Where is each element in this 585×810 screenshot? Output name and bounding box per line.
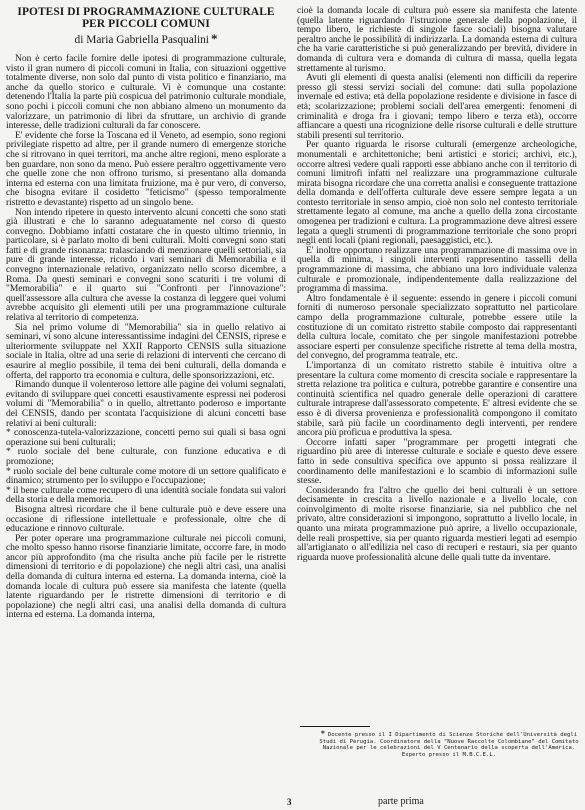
paragraph: Rimando dunque il volenteroso lettore alle pagine dei volumi segnalati, evitando di sviluppare quei concetti esaustivamente espressi nei poderosi volumi di "Memorabilia" o in quello, altrettanto poderoso e importante del CENSIS, dando per scontata l'acquisizione di alcuni concetti base relativi ai beni culturali: [6,379,286,429]
continued-label: parte prima [378,796,424,807]
footnote-marker: * [210,31,218,46]
paragraph: Non è certo facile fornire delle ipotesi di programmazione culturale, visto il gran numero di piccoli comuni in Italia, con situazioni oggettive totalmente diverse, non solo dal punto di vista politico e finanziario, ma anche da quello storico e culturale. Vi è comunque una costante: detenendo l'Italia la parte più cospicua del patrimonio culturale mondiale, sono pochi i piccoli comuni che non abbiano almeno un monumento da valorizzare, un patrimonio di libri da sfruttare, un archivio di grande interesse, delle tradizioni culturali da far conoscere. [6,53,286,132]
paragraph: E' inoltre opportuno realizzare una programmazione di massima ove in quella di minima, i singoli interventi rappresentino tasselli della programmazione di massima, che abbiano una loro individuale valenza culturale e promozionale, indipendentemente dalla realizzazione del programma di massima. [297,244,577,295]
paragraph: Non intendo ripetere in questo intervento alcuni concetti che sono stati già illustrati e che lo saranno adeguatamente nel corso di questo convegno. Dobbiamo infatti costatare che in questo ultimo triennio, in particolare, si è parlato molto di beni culturali. Molti convegni sono stati fatti e di grande risonanza: tralasciando di menzionare quelli settoriali, sia pure di grande interesse, ricordo i vari seminari di Memorabilia e il convegno internazionale relativo, organizzato nello scorso dicembre, a Roma. Da questi seminari e convegni sono scaturiti i tre volumi di "Memorabilia" e il quarto sui "Confronti per l'innovazione": quell'assessore alla cultura che avesse la costanza di leggere quei volumi avrebbe acquisito gli elementi utili per una programmazione culturale relativa al territorio di competenza. [6,206,286,324]
footnote-divider [300,726,370,727]
bullet-item: * ruolo sociale del bene culturale, con funzione educativa e di promozione; [6,446,286,467]
footnote-mark: * [320,729,325,738]
right-column [297,6,577,736]
paragraph: cioè la domanda locale di cultura può essere sia manifesta che latente (quella latente riguardando l'istruzione generale della popolazione, il tempo libero, le richieste di singole fasce sociali) bisogna valutare peraltro anche le possibilità di indirizzarla. La domanda esterna di cultura che ha varie caratteristiche si può generalizzando per brevità, dividere in domanda di cultura vera e domanda di cultura di massa, quella legata strettamente al turismo. [297,6,577,74]
paragraph: Sia nel primo volume di "Memorabilia" sia in quello relativo ai seminari, vi sono alcune interessantissime indagini del CENSIS, riprese e ulteriormente sviluppate nel XXII Rapporto CENSIS sulla situazione sociale in Italia, oltre ad una serie di relazioni di interventi che cercano di esaurire al meglio possibile, il tema dei beni culturali, della domanda e offerta, del rapporto tra economia e cultura, delle sponsorizzazioni, etc. [6,321,286,381]
author-name: di Maria Gabriella Pasqualini [74,34,209,46]
title-line-1: IPOTESI DI PROGRAMMAZIONE CULTURALE [17,6,275,18]
paragraph: L'importanza di un comitato ristretto stabile è intuitiva oltre a presentare la cultura come momento di crescita sociale e rappresentare la stretta relazione tra politica e cultura, potrebbe garantire e consentire una continuità scientifica nel quadro generale delle operazioni di carattere culturale intraprese dall'assessorato competente. E' altresì evidente che se esso è di diversa provenienza e professionalità compongono il comitato stabile, sarà più facile un coordinamento degli interventi, per rendere ancora più proficua e produttiva la spesa. [297,359,577,439]
article-title [6,6,286,30]
paragraph: Occorre infatti saper "programmare per progetti integrati che riguardino più aree di interesse culturale e sociale e questo deve essere fatto in sede consultiva specifica ove appunto si possa realizzare il coordinamento delle manifestazioni e lo scambio di informazioni sulle stesse. [297,436,577,487]
paragraph: Bisogna altresì ricordare che il bene culturale può e deve essere una occasione di riflessione intellettuale e professionale, oltre che di educazione e rinnovo culturale. [6,503,286,535]
paragraph: Per quanto riguarda le risorse culturali (emergenze archeologiche, monumentali e architettoniche; beni artistici e storici; archivi, etc.), occorre altresì vedere quali rapporti esse abbiano anche con il territorio di comuni limitrofi infatti nel realizzare una programmazione culturale mirata bisogna ricordare che una corretta analisi e conseguente trattazione della domanda e dell'offerta culturale deve essere sempre legata a un contesto territoriale in senso ampio, cioè non solo nel contesto territoriale strettamente legato al comune, ma anche a quello della zona circostante omogenea per tradizioni e cultura. La programmazione deve altresì essere legata a quegli strumenti di programmazione territoriale che sono propri negli enti locali (piani regionali, paesaggistici, etc.). [297,139,577,247]
bullet-item: * il bene culturale come recupero di una identità sociale fondata sui valori della storia e della memoria. [6,484,286,506]
paragraph: Altro fondamentale è il seguente: essendo in genere i piccoli comuni forniti di numeroso personale specializzato soprattutto nel particolare campo della programmazione culturale, potrebbe essere utile la costituzione di un comitato ristretto stabile composto dai rappresentanti della cultura locale, comitato che per singole manifestazioni potrebbe associare esperti per consulenze specifiche ristrette al tema della mostra, del convegno, del programma teatrale, etc. [297,292,577,362]
paragraph: Per poter operare una programmazione culturale nei piccoli comuni, che molto spesso hanno risorse finanziarie limitate, occorre fare, in modo ancor più approfondito (ma che risulta anche più facile per le ristrette dimensioni di territorio e di popolazione) che negli altri casi, una analisi della domanda di cultura interna ed esterna. La domanda interna, cioè la domanda locale di cultura può essere sia manifesta che latente (quella latente riguardando per le ristrette dimensioni di territorio e di popolazione) che negli altri casi, una analisi della domanda di cultura interna ed esterna. La domanda interna, [6,532,286,621]
paragraph: E' evidente che forse la Toscana ed il Veneto, ad esempio, sono regioni privilegiate rispetto ad altre, per il grande numero di emergenze storiche che si ritrovano in quei territori, ma anche altre regioni, meno esplorate a ben guardare, non sono da meno. Può essere peraltro oggettivamente vero che quelle zone che non offrono turismo, si presentano alla domanda interna ed esterna con una limitata fruizione, ma è pur vero, di converso, che bisogna evitare il cosidetto "feticismo" (spesso temporalmente ristretto e devastante) rispetto ad un singolo bene. [6,129,286,208]
bullet-item: * conoscenza-tutela-valorizzazione, concetti perno sui quali si basa ogni operazione sui beni culturali; [6,427,286,448]
footnote [318,731,580,758]
left-column [6,6,286,806]
paragraph: Avuti gli elementi di questa analisi (elementi non difficili da reperire presso gli stessi servizi sociali del comune: dati sulla popolazione invernale ed estiva; età della popolazione residente e divisione in fasce di età; scolarizzazione; problemi sociali dell'area emergenti: fenomeni di criminalità e droga fra i giovani; tempo libero e terza età), occorre affiancare a questi una ricognizione delle risorse culturali e delle strutture stabili presenti sul territorio. [297,72,577,141]
footnote-text: Docente presso il I Dipartimento di Scienze Storiche dell'Università degli Studi di Perugia. Coordinatore della "Nuove Raccolte Colombiane" del Comitato Nazionale per le celebrazioni del V Centenario della scoperta dell'America. Esperto presso il M.B.C.E.L. [319,732,579,758]
bullet-item: * ruolo sociale del bene culturale come motore di un settore qualificato e dinamico; strumento per lo sviluppo e l'occupazione; [6,465,286,487]
paragraph: Considerando fra l'altro che quello dei beni culturali è un settore decisamente in crescita a livello nazionale e a livello locale, con coinvolgimento di molte risorse finanziarie, sia nel pubblico che nel privato, altre considerazioni si impongono, soprattutto a livello locale, in quanto una mirata programmazione può aprire, a livello occupazionale, delle reali prospettive, sia per quanto riguarda mestieri legati ad esempio all'artigianato o all'edilizia nel caso di recuperi e restauri, sia per quanto riguarda nuove professionalità alcune delle quali tutte da inventare. [297,484,577,563]
author-byline [6,31,286,46]
page-number: 3 [287,797,292,807]
title-line-2: PER PICCOLI COMUNI [82,18,210,30]
